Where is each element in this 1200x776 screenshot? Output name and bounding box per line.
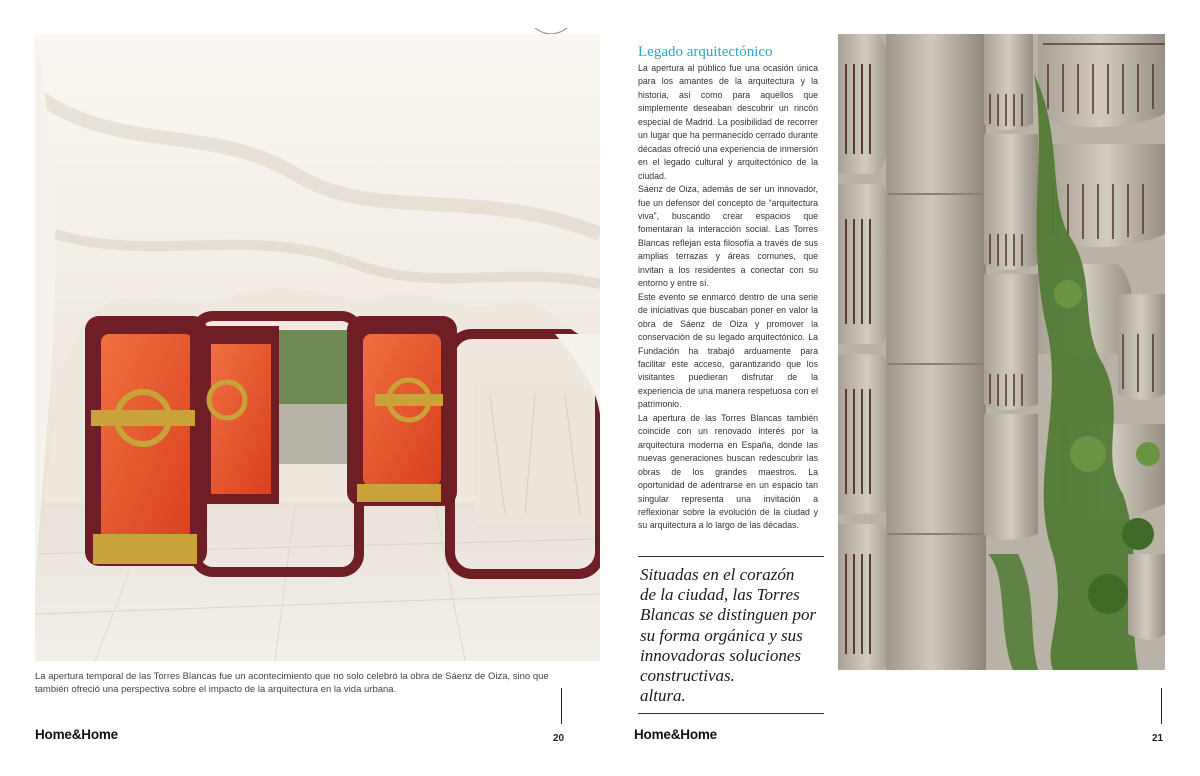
pull-quote-line: Situadas en el corazón — [640, 565, 795, 584]
article-paragraph: Sáenz de Oiza, además de ser un innovador, fue un defensor del concepto de “arquitectura viva”, buscando crear espacios que fomentaran la interacción social. Las Torres Blancas reflejan esta filosofía a través de sus amplias terrazas y áreas comunes, que invitan a los residentes a conectar con su entorno y entre sí. — [638, 184, 818, 289]
article-paragraph: La apertura de las Torres Blancas también coincide con un renovado interés por la arquitectura moderna en España, donde las nuevas generaciones buscan redescubrir las obras de los grandes maestros. La oportunidad de adentrarse en un espacio tan singular representa una invitación a reflexionar sobre la evolución de la ciudad y su arquitectura a lo largo de las décadas. — [638, 412, 818, 531]
article-body — [638, 62, 818, 533]
brand-word: Home — [634, 727, 671, 742]
page-divider-rule — [1161, 688, 1162, 724]
brand-ampersand: & — [71, 727, 82, 742]
article-paragraph: Este evento se enmarcó dentro de una serie de iniciativas que buscaban poner en valor la obra de Sáenz de Oiza y promover la conservación de su legado arquitectónico. La Fundación ha trabajó arduamente para facilitar este acceso, garantizando que los visitantes puedieran disfrutar de la experiencia de una manera respetuosa con el patrimonio. — [638, 291, 818, 410]
brand-word: Home — [35, 727, 72, 742]
lobby-photo — [35, 34, 600, 661]
pull-quote-line: Blancas se distinguen por — [640, 605, 817, 625]
page-divider-rule — [561, 688, 562, 724]
tower-facade-photo — [838, 34, 1165, 670]
quote-rule-top — [638, 556, 824, 557]
pull-quote-line: altura. — [640, 686, 686, 706]
brand-word: Home — [680, 727, 717, 742]
page-number: 20 — [553, 733, 565, 744]
article-paragraph: La apertura al público fue una ocasión única para los amantes de la arquitectura y la historia, así como para aquellos que simplemente deseaban descubrir un rincón especial de Madrid. La posibilidad de recorrer un lugar que ha permanecido cerrado durante décadas ofreció una experiencia de inmersión en el legado cultural y arquitectónico de la ciudad. — [638, 63, 818, 181]
page-number: 21 — [1152, 733, 1164, 744]
pull-quote-line: constructivas. — [640, 666, 735, 686]
brand-word: Home — [81, 727, 118, 742]
pull-quote — [640, 565, 830, 706]
pull-quote-line: innovadoras soluciones — [640, 645, 802, 665]
lobby-illustration — [35, 34, 600, 661]
pull-quote-line: de la ciudad, las Torres — [640, 585, 800, 605]
pull-quote-line: su forma orgánica y sus — [640, 625, 803, 645]
facade-illustration — [838, 34, 1165, 670]
photo-caption: La apertura temporal de las Torres Blancas fue un acontecimiento que no solo celebró la obra de Sáenz de Oiza, sino que también ofreció una perspectiva sobre el impacto de la arquitectura en la vida urbana. — [35, 671, 549, 695]
brand-ampersand: & — [670, 727, 681, 742]
section-title: Legado arquitectónico — [638, 44, 773, 60]
brand-logo — [634, 727, 717, 742]
quote-rule-bottom — [638, 713, 824, 714]
brand-logo — [35, 727, 118, 742]
